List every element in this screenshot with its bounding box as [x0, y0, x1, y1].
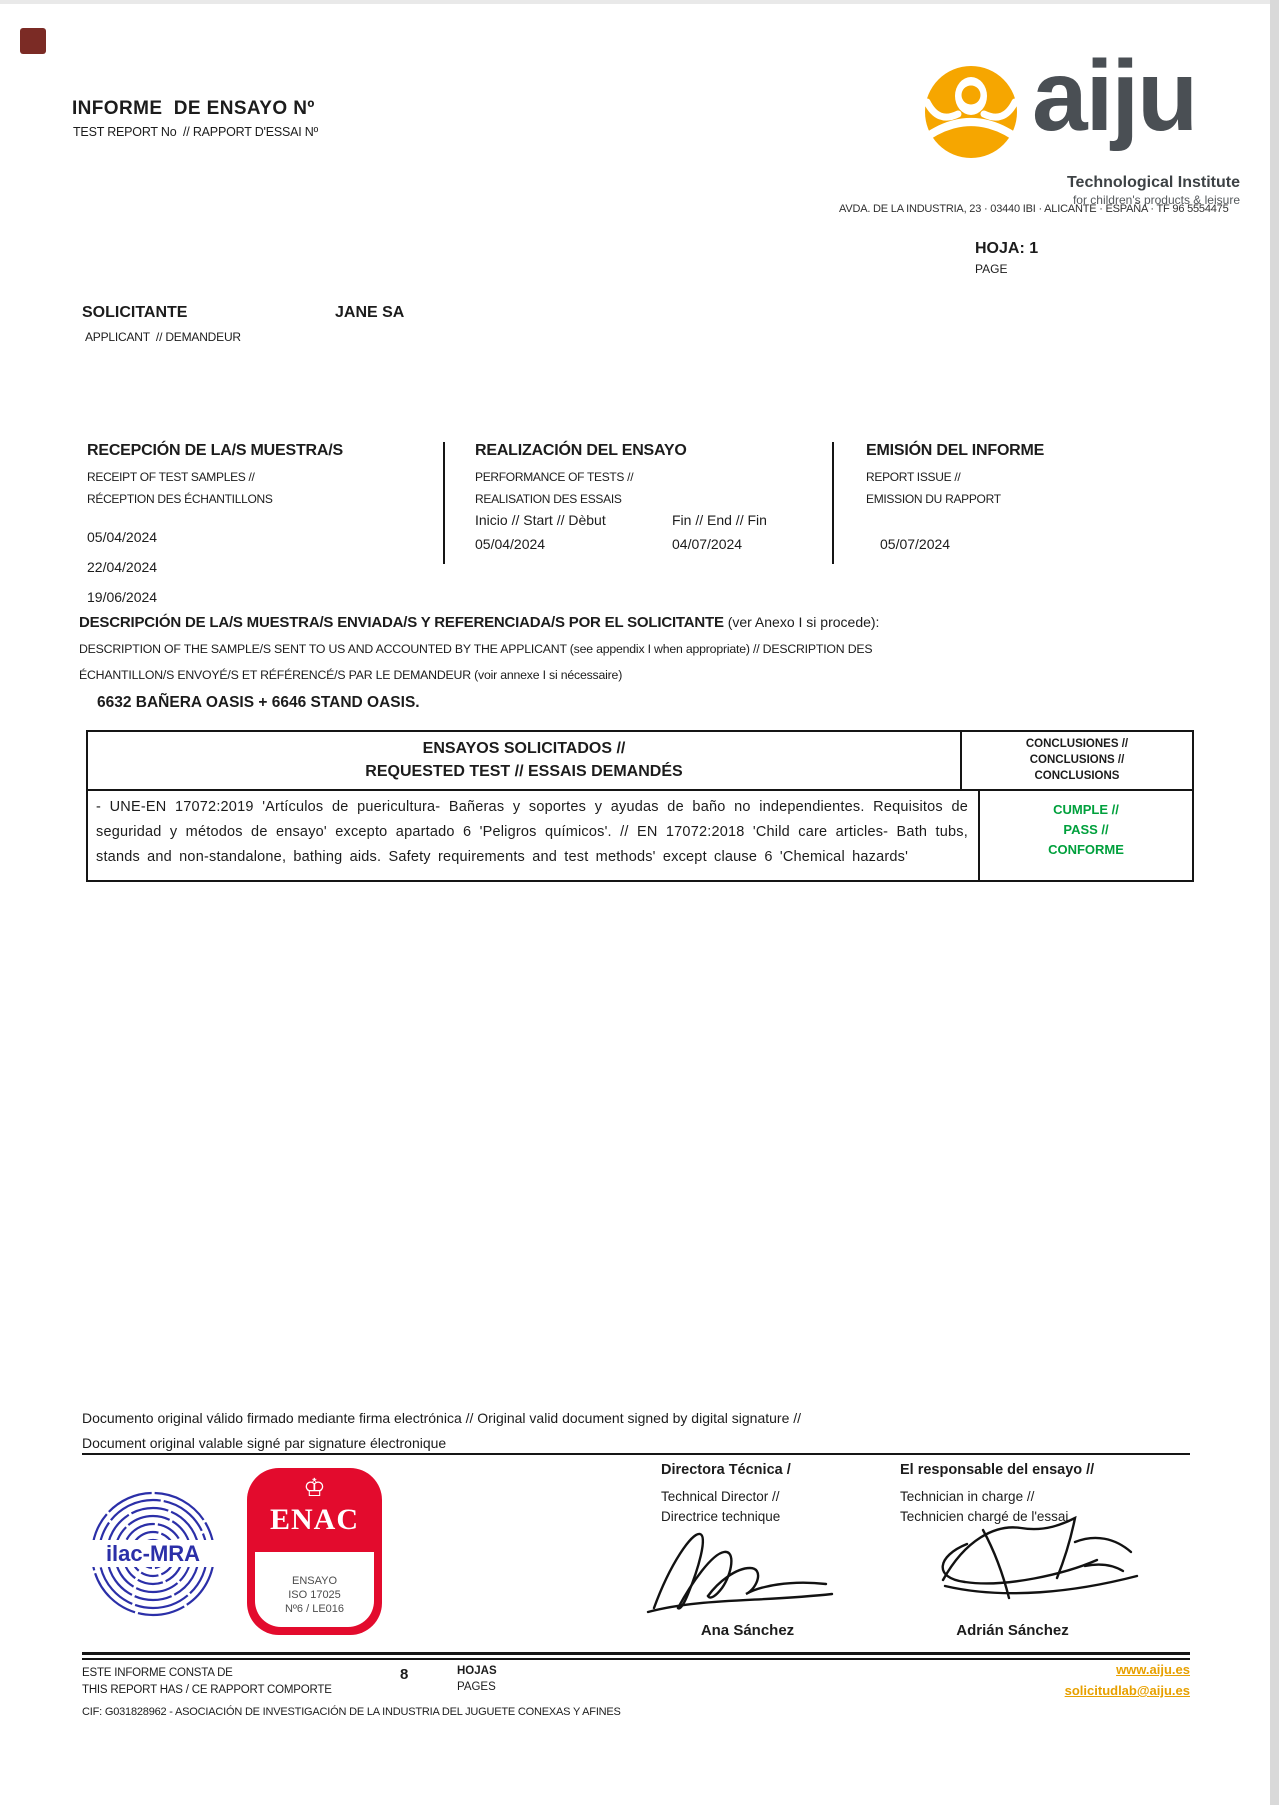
test-description-cell: - UNE-EN 17072:2019 'Artículos de puericultura- Bañeras y soportes y ayudas de baño no independientes. Requisitos de seguridad y métodos de ensayo' excepto apartado 6 'Peligros químicos'. // EN 17072:2018 'Child care articles- Bath tubs, stands and non-standalone, bathing aids. Safety requirements and test methods' except clause 6 'Chemical hazards': [88, 791, 980, 880]
table-header-row: [88, 732, 1192, 791]
director-sub2: Directrice technique: [661, 1509, 781, 1524]
technician-signature: [925, 1512, 1140, 1612]
issue-date: 05/07/2024: [880, 536, 951, 552]
ilac-mra-logo: [85, 1490, 222, 1627]
conclusions-header-line2: CONCLUSIONS //: [1029, 754, 1125, 766]
report-subtitle: TEST REPORT No // RAPPORT D'ESSAI Nº: [73, 125, 318, 139]
description-title-tail: (ver Anexo I si procede):: [723, 614, 880, 630]
tests-header-line2: REQUESTED TEST // ESSAIS DEMANDÉS: [365, 763, 683, 780]
tests-header-line1: ENSAYOS SOLICITADOS //: [422, 740, 626, 757]
performance-sub1: PERFORMANCE OF TESTS //: [475, 470, 634, 484]
logo-tagline-2: for children's products & leisure: [1072, 193, 1240, 207]
conclusion-line: PASS //: [1063, 822, 1109, 837]
end-label: Fin // End // Fin: [672, 512, 767, 528]
institute-address: AVDA. DE LA INDUSTRIA, 23 · 03440 IBI · ALICANTE · ESPAÑA · TF 96 5554475: [839, 203, 1229, 215]
aiju-logo-icon: [918, 62, 1024, 165]
enac-accreditation-logo: [247, 1468, 382, 1635]
conclusions-header-line1: CONCLUSIONES //: [1025, 738, 1129, 750]
requested-tests-table: [86, 730, 1194, 882]
scan-edge-top: [0, 0, 1279, 4]
issue-sub2: EMISSION DU RAPPORT: [866, 492, 1001, 506]
enac-scope-line2: ISO 17025: [288, 1589, 341, 1601]
conclusion-cell: [980, 791, 1192, 880]
reception-dates: [87, 522, 437, 612]
scan-corner-mark: [20, 28, 46, 54]
director-signature: [640, 1524, 840, 1621]
description-subtitle: [79, 636, 1179, 688]
contact-links: [890, 1659, 1190, 1701]
tests-column-header: [88, 732, 962, 789]
reception-date: 19/06/2024: [87, 589, 158, 605]
conclusions-header-line3: CONCLUSIONS: [1034, 770, 1120, 782]
issue-column: [866, 442, 1166, 552]
report-title: INFORME DE ENSAYO Nº: [72, 98, 315, 119]
email-link[interactable]: solicitudlab@aiju.es: [1064, 1683, 1190, 1698]
ilac-mra-text: ilac-MRA: [105, 1541, 201, 1566]
description-subtitle-line2: ÉCHANTILLON/S ENVOYÉ/S ET RÉFÉRENCÉ/S PAR LE DEMANDEUR (voir annexe I si nécessaire): [79, 668, 623, 682]
enac-scope-panel: [255, 1552, 374, 1627]
website-link[interactable]: www.aiju.es: [1116, 1662, 1190, 1677]
performance-column: [475, 442, 825, 552]
horizontal-rule: [82, 1453, 1190, 1455]
reception-date: 05/04/2024: [87, 529, 158, 545]
reception-sub2: RÉCEPTION DES ÉCHANTILLONS: [87, 492, 273, 506]
report-pages-label-line1: ESTE INFORME CONSTA DE: [82, 1667, 233, 1679]
conclusion-line: CONFORME: [1048, 842, 1124, 857]
digital-signature-note: [82, 1406, 801, 1456]
conclusion-line: CUMPLE //: [1053, 802, 1119, 817]
technician-title: El responsable del ensayo //: [900, 1462, 1095, 1478]
page-number-sublabel: PAGE: [975, 262, 1008, 276]
crown-icon: ♔: [303, 1473, 326, 1502]
report-pages-count: 8: [400, 1666, 409, 1683]
signature-note-line1: Documento original válido firmado mediante firma electrónica // Original valid document signed by digital signature //: [82, 1410, 802, 1426]
performance-sub2: REALISATION DES ESSAIS: [475, 492, 622, 506]
technician-sub2: Technicien chargé de l'essai: [900, 1509, 1069, 1524]
table-row: [88, 791, 1192, 880]
page-number-label: HOJA: 1: [975, 240, 1039, 257]
cif-line: CIF: G031828962 - ASOCIACIÓN DE INVESTIGACIÓN DE LA INDUSTRIA DEL JUGUETE CONEXAS Y AFINES: [82, 1706, 621, 1718]
issue-title: EMISIÓN DEL INFORME: [866, 442, 1045, 459]
aiju-logo-wordmark: aiju: [1032, 40, 1197, 152]
issue-sub1: REPORT ISSUE //: [866, 470, 961, 484]
start-label: Inicio // Start // Dèbut: [475, 512, 606, 528]
enac-scope-line3: Nº6 / LE016: [284, 1603, 345, 1615]
technical-director-block: [661, 1462, 791, 1527]
enac-wordmark: ENAC: [269, 1503, 359, 1536]
director-sub1: Technical Director //: [661, 1489, 780, 1504]
director-name: Ana Sánchez: [700, 1622, 795, 1639]
technician-sub1: Technician in charge //: [900, 1489, 1035, 1504]
conclusions-column-header: [962, 732, 1192, 789]
description-title-bold: DESCRIPCIÓN DE LA/S MUESTRA/S ENVIADA/S Y REFERENCIADA/S POR EL SOLICITANTE: [79, 614, 724, 631]
applicant-sublabel: APPLICANT // DEMANDEUR: [85, 330, 241, 344]
start-date: 05/04/2024: [475, 536, 546, 552]
applicant-value: JANE SA: [335, 304, 405, 321]
director-title: Directora Técnica /: [661, 1462, 791, 1478]
hojas-label: HOJAS: [457, 1665, 497, 1677]
performance-title: REALIZACIÓN DEL ENSAYO: [475, 442, 687, 459]
applicant-label: SOLICITANTE: [82, 304, 188, 321]
column-divider: [443, 442, 445, 564]
reception-date: 22/04/2024: [87, 559, 158, 575]
description-title: [79, 614, 1179, 631]
sample-reference: 6632 BAÑERA OASIS + 6646 STAND OASIS.: [97, 694, 420, 711]
enac-scope-line1: ENSAYO: [291, 1575, 338, 1587]
reception-column: [87, 442, 437, 612]
signature-note-line2: Document original valable signé par signature électronique: [82, 1435, 447, 1451]
reception-sub1: RECEIPT OF TEST SAMPLES //: [87, 470, 255, 484]
report-pages-label-line2: THIS REPORT HAS / CE RAPPORT COMPORTE: [82, 1684, 332, 1696]
description-subtitle-line1: DESCRIPTION OF THE SAMPLE/S SENT TO US AND ACCOUNTED BY THE APPLICANT (see appendix I when appropriate) // DESCRIPTION DES: [79, 642, 873, 656]
scan-edge-right: [1270, 0, 1279, 1805]
technician-name: Adrián Sánchez: [956, 1622, 1069, 1639]
column-divider: [832, 442, 834, 564]
end-date: 04/07/2024: [672, 536, 743, 552]
logo-tagline-1: Technological Institute: [1066, 174, 1240, 191]
sample-description-section: [79, 614, 1179, 712]
pages-label: PAGES: [457, 1681, 496, 1693]
reception-title: RECEPCIÓN DE LA/S MUESTRA/S: [87, 442, 343, 459]
